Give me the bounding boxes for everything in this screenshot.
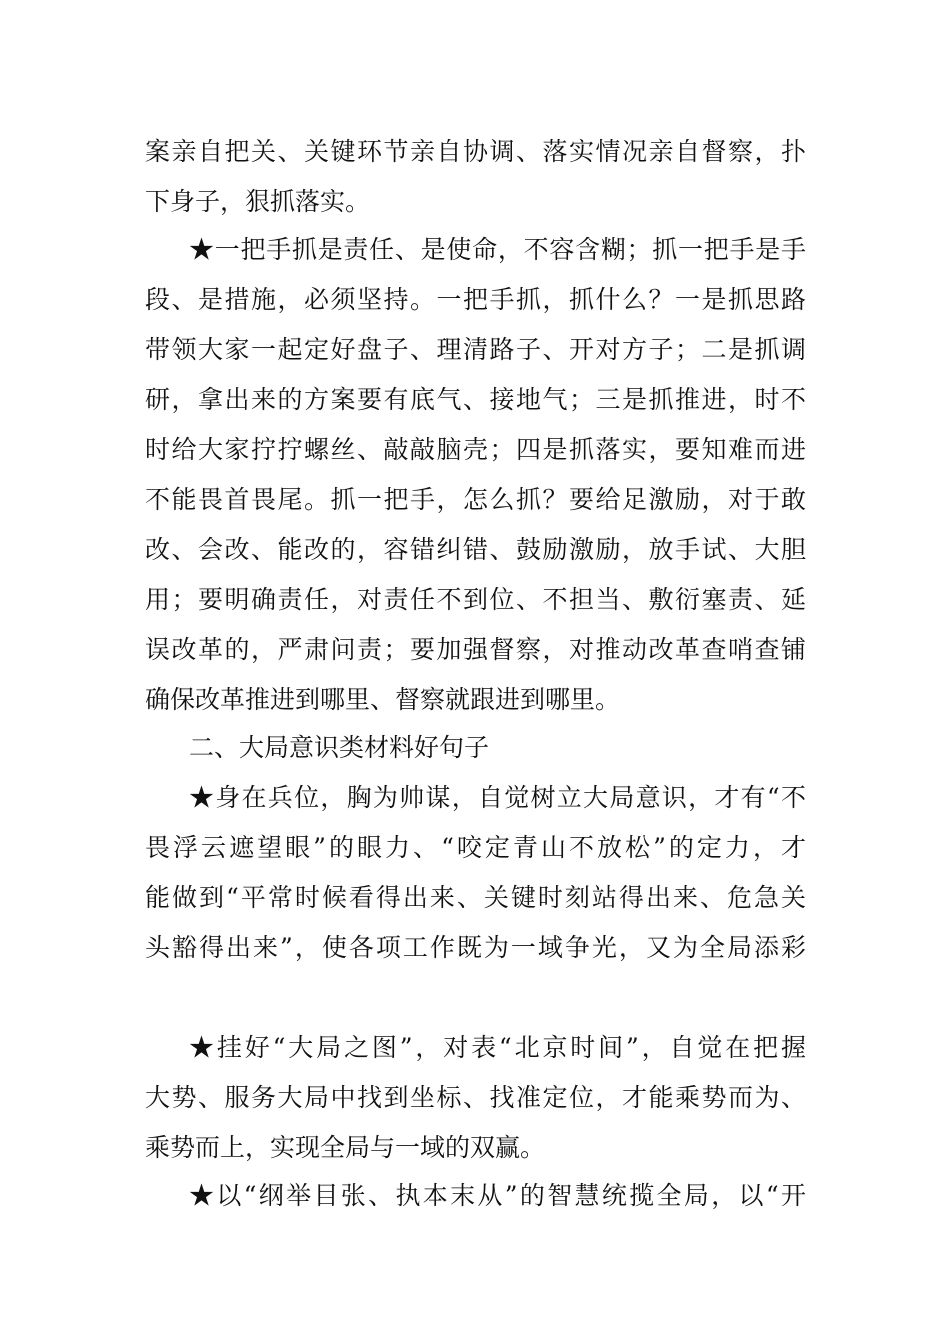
- text-line: 畏浮云遮望眼”的眼力、“咬定青山不放松”的定力，才: [145, 833, 806, 862]
- text-line: 用；要明确责任，对责任不到位、不担当、敷衍塞责、延: [145, 585, 806, 614]
- text-line: 案亲自把关、关键环节亲自协调、落实情况亲自督察，扑: [145, 137, 806, 166]
- text-line: 时给大家拧拧螺丝、敲敲脑壳；四是抓落实，要知难而进: [145, 435, 806, 464]
- text-line: 段、是措施，必须坚持。一把手抓，抓什么？一是抓思路: [145, 285, 806, 314]
- paragraph-start-line: ★一把手抓是责任、是使命，不容含糊；抓一把手是手: [189, 235, 806, 264]
- paragraph-start-line: ★以“纲举目张、执本末从”的智慧统揽全局，以“开: [189, 1181, 806, 1210]
- text-line: 研，拿出来的方案要有底气、接地气；三是抓推进，时不: [145, 385, 806, 414]
- text-line: 下身子，狠抓落实。: [145, 187, 371, 216]
- text-line: 乘势而上，实现全局与一域的双赢。: [145, 1133, 546, 1162]
- text-line: 大势、服务大局中找到坐标、找准定位，才能乘势而为、: [145, 1083, 806, 1112]
- section-heading: 二、大局意识类材料好句子: [189, 733, 490, 762]
- paragraph-start-line: ★身在兵位，胸为帅谋，自觉树立大局意识，才有“不: [189, 783, 806, 812]
- text-line: 不能畏首畏尾。抓一把手，怎么抓？要给足激励，对于敢: [145, 485, 806, 514]
- paragraph-start-line: ★挂好“大局之图”，对表“北京时间”，自觉在把握: [189, 1033, 806, 1062]
- text-line: 能做到“平常时候看得出来、关键时刻站得出来、危急关: [145, 883, 806, 912]
- text-line: 误改革的，严肃问责；要加强督察，对推动改革查哨查铺: [145, 635, 806, 664]
- text-line: 头豁得出来”，使各项工作既为一域争光，又为全局添彩: [145, 933, 806, 962]
- text-line: 确保改革推进到哪里、督察就跟进到哪里。: [145, 685, 621, 714]
- text-line: 带领大家一起定好盘子、理清路子、开对方子；二是抓调: [145, 335, 806, 364]
- text-line: 改、会改、能改的，容错纠错、鼓励激励，放手试、大胆: [145, 535, 806, 564]
